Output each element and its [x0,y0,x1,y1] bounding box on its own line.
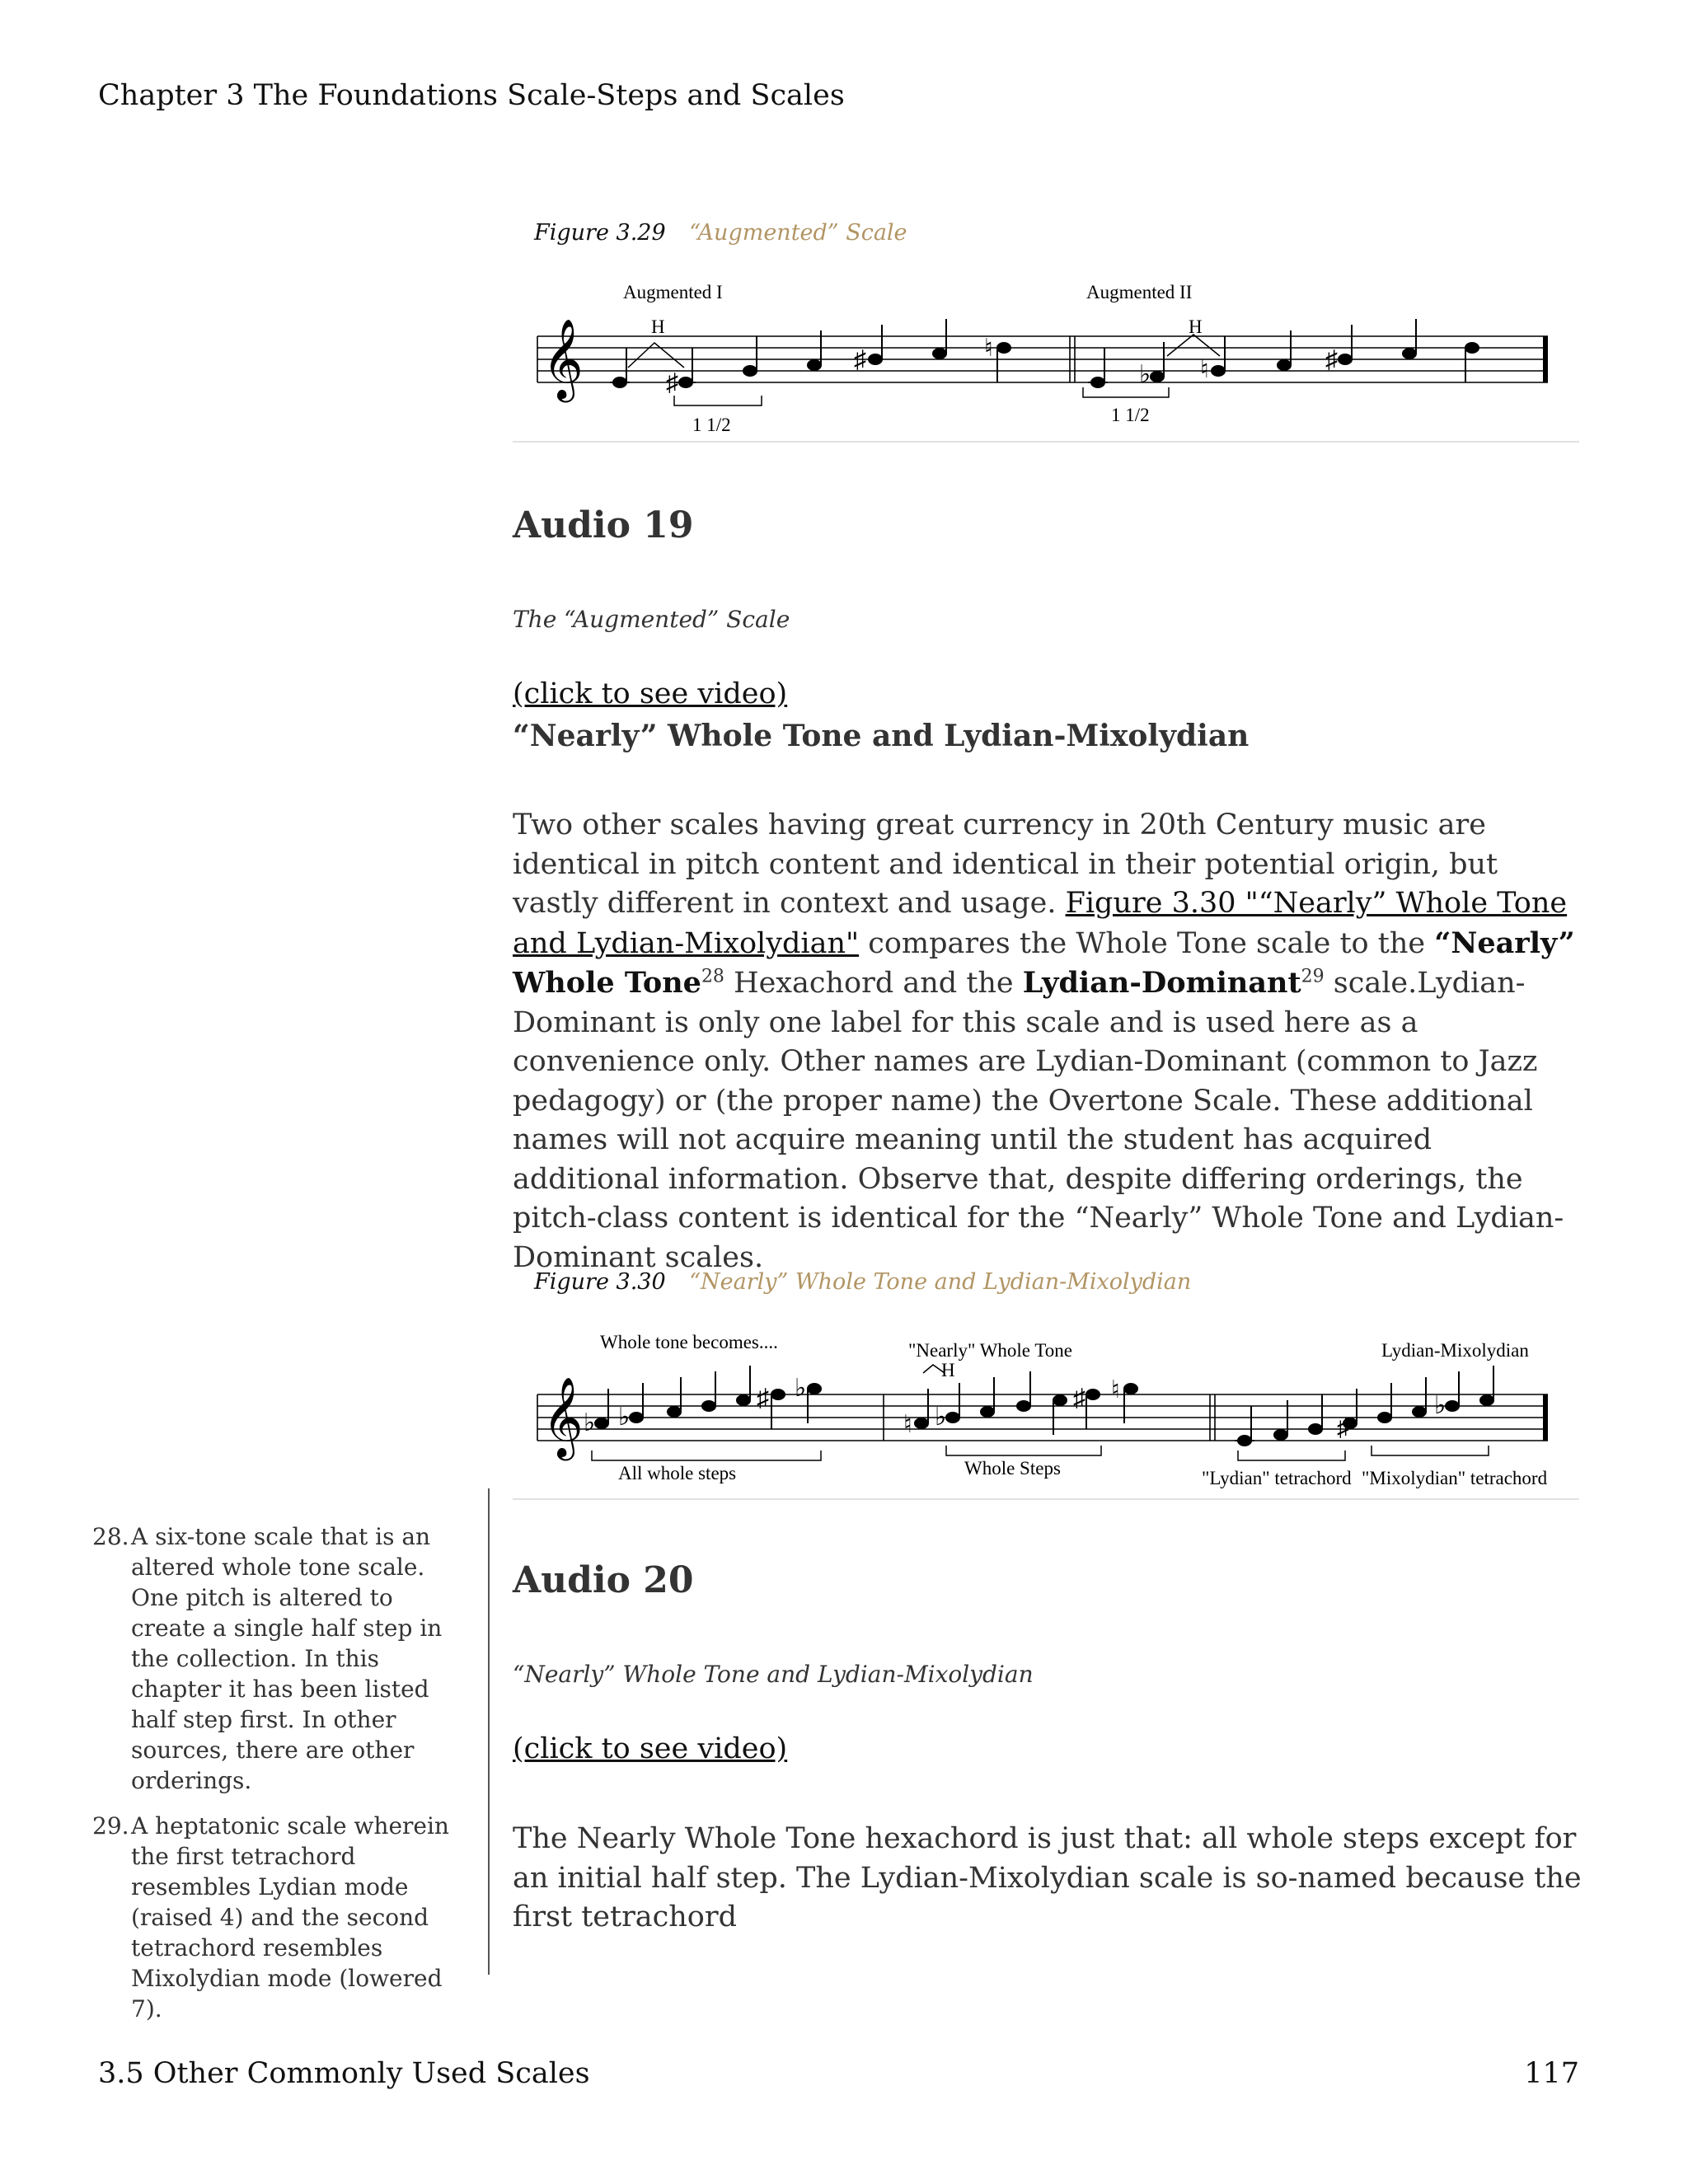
footnote-divider [488,1488,490,1975]
page-number: 117 [1524,2057,1579,2090]
body-paragraph: The Nearly Whole Tone hexachord is just that: all whole steps except for an initial half step. The Lydian-Mixolydian scale is so-named because the first tetrachord [513,1822,1582,1933]
svg-text:♭: ♭ [1139,361,1151,388]
svg-text:♭: ♭ [795,1375,807,1402]
label-interval: 1 1/2 [692,415,731,435]
figure-3-29-notation [513,272,1579,443]
label-half-step: H [941,1360,955,1380]
audio-19-subtitle: The “Augmented” Scale [513,606,790,633]
figure-number: Figure 3.29 [534,220,666,246]
treble-clef-icon: 𝄞 [542,321,584,398]
svg-text:♯: ♯ [1073,1385,1085,1412]
figure-title: “Nearly” Whole Tone and Lydian-Mixolydian [689,1269,1192,1295]
label-half-step: H [1189,316,1203,337]
label-mixolydian-tetrachord: "Mixolydian" tetrachord [1362,1468,1548,1488]
video-link[interactable]: (click to see video) [513,677,788,710]
figure-3-29-caption [534,220,907,246]
footnotes [92,1521,471,2039]
label-interval: 1 1/2 [1111,405,1150,425]
label-lydian-tetrachord: "Lydian" tetrachord [1202,1468,1352,1488]
svg-text:♯: ♯ [1337,1414,1349,1441]
footnote-28: 28. A six-tone scale that is an altered whole tone scale. One pitch is altered to create a single half step in the collection. In this chapter it has been listed half step first. In other sources, there are other orderings. [92,1523,443,1794]
body-paragraph: Two other scales having great currency in 20th Century music are identical in pitch content and identical in their potential origin, but vastly different in context and usage. Figure 3.30 "“Nearly” Whole Tone and Lydian-Mixolydian" compares the Whole Tone scale to the “Nearly” Whole Tone$^{28}$ Hexachord and the Lydian-Dominant$^{29}$ scale.Lydian-Dominant is only one label for this scale and is used here as a convenience only. Other names are Lydian-Dominant (common to Jazz pedagogy) or (the proper name) the Overtone Scale. These additional names will not acquire meaning until the student has acquired additional information. Observe that, despite differing orderings, the pitch-class content is identical for the “Nearly” Whole Tone and Lydian-Dominant scales. [513,808,1575,1274]
label-whole-tone-becomes: Whole tone becomes.... [600,1332,778,1352]
svg-text:♭: ♭ [618,1404,631,1431]
figure-3-30-caption [534,1269,1191,1295]
svg-text:♮: ♮ [1111,1376,1120,1404]
figure-number: Figure 3.30 [534,1269,666,1295]
svg-text:♭: ♭ [584,1409,596,1436]
figure-cross-reference-link[interactable]: Figure 3.30 "“Nearly” Whole Tone and Lydian-Mixolydian" [513,887,1568,960]
audio-19-heading: Audio 19 [513,504,694,546]
svg-text:♯: ♯ [1325,346,1338,373]
figure-title: “Augmented” Scale [689,220,907,246]
footnote-ref-28[interactable]: 28 [701,966,724,987]
footnote-29: 29. A heptatonic scale wherein the first tetrachord resembles Lydian mode (raised 4) and the second tetrachord resembles Mixolydian mode (lowered 7). [92,1812,449,2022]
svg-text:♭: ♭ [935,1404,947,1431]
term-nearly-whole-tone: “Nearly” Whole Tone [513,926,1575,1000]
term-lydian-dominant: Lydian-Dominant [1022,966,1301,1000]
svg-text:♮: ♮ [1200,356,1209,383]
running-head: Chapter 3 The Foundations Scale-Steps and Scales [98,79,845,112]
footnote-ref-29[interactable]: 29 [1301,966,1325,987]
footer-section-title: 3.5 Other Commonly Used Scales [98,2057,590,2090]
svg-text:♯: ♯ [666,369,678,396]
section-heading: “Nearly” Whole Tone and Lydian-Mixolydian [513,719,1250,753]
label-lydian-mixolydian: Lydian-Mixolydian [1381,1340,1529,1361]
svg-text:♮: ♮ [984,335,993,362]
svg-text:♭: ♭ [1434,1392,1447,1419]
treble-clef-icon: 𝄞 [542,1380,584,1456]
audio-20-subtitle: “Nearly” Whole Tone and Lydian-Mixolydian [513,1661,1034,1688]
label-all-whole-steps: All whole steps [618,1463,737,1483]
label-augmented-2: Augmented II [1086,282,1193,302]
label-half-step: H [651,316,665,337]
video-link[interactable]: (click to see video) [513,1732,788,1765]
label-augmented-1: Augmented I [623,282,723,302]
label-whole-steps: Whole Steps [964,1458,1061,1479]
audio-20-heading: Audio 20 [513,1559,694,1601]
label-nearly-whole-tone: "Nearly" Whole Tone [908,1340,1072,1361]
figure-3-30-notation [513,1319,1579,1500]
svg-text:♯: ♯ [757,1385,769,1412]
svg-text:♮: ♮ [903,1411,912,1438]
svg-text:♯: ♯ [854,346,866,373]
